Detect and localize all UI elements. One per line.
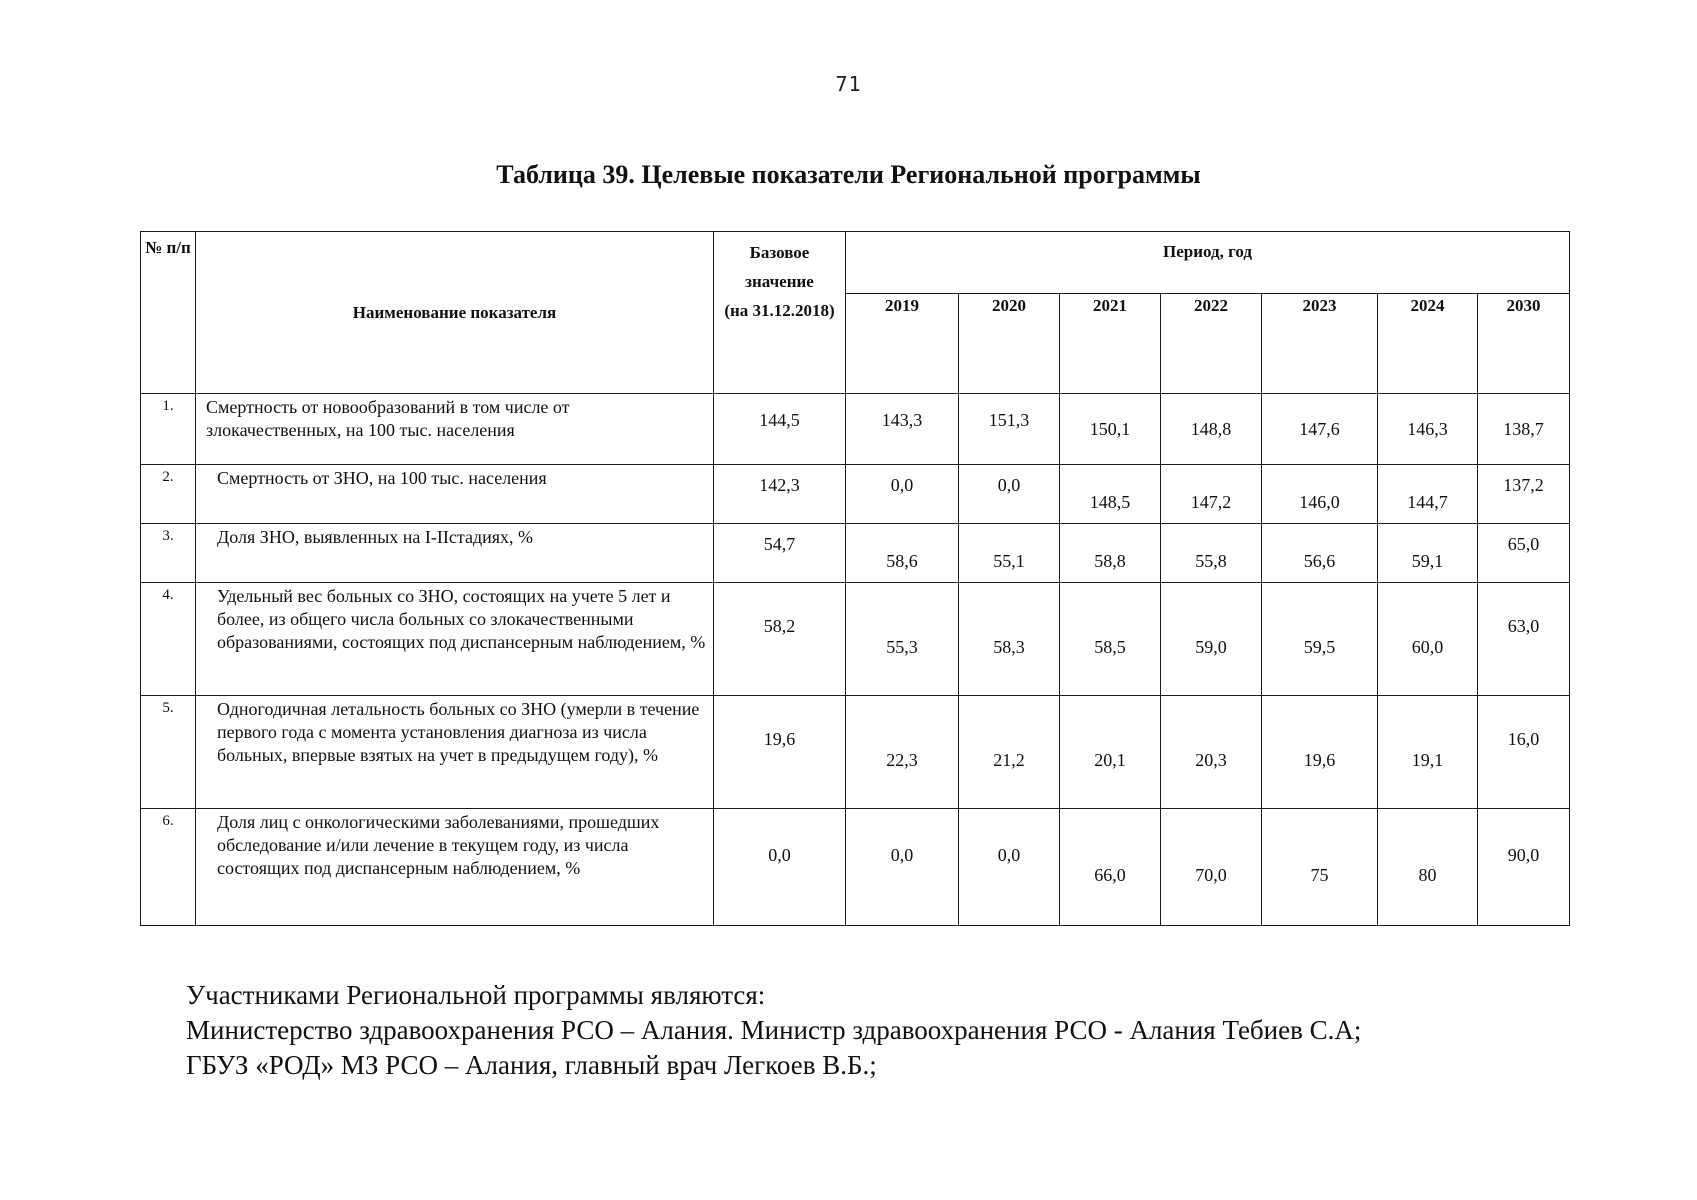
table-row	[141, 465, 1570, 524]
year-value: 146,3	[1378, 394, 1478, 465]
year-value: 55,1	[959, 524, 1060, 583]
year-value: 137,2	[1478, 465, 1570, 524]
row-num: 5.	[141, 696, 196, 809]
table-row	[141, 524, 1570, 583]
base-value: 144,5	[714, 394, 846, 465]
header-base-label: Базовое значение	[745, 243, 814, 291]
base-value: 19,6	[714, 696, 846, 809]
table-row	[141, 394, 1570, 465]
year-value: 148,5	[1060, 465, 1161, 524]
header-period: Период, год	[846, 232, 1570, 294]
row-num: 6.	[141, 809, 196, 926]
year-value: 144,7	[1378, 465, 1478, 524]
year-value: 58,8	[1060, 524, 1161, 583]
year-value: 80	[1378, 809, 1478, 926]
year-value: 19,6	[1262, 696, 1378, 809]
year-value: 19,1	[1378, 696, 1478, 809]
header-name: Наименование показателя	[196, 232, 714, 394]
year-value: 56,6	[1262, 524, 1378, 583]
indicator-name: Смертность от новообразований в том числе от злокачественных, на 100 тыс. населения	[196, 394, 714, 465]
year-value: 58,6	[846, 524, 959, 583]
year-value: 20,3	[1161, 696, 1262, 809]
indicator-name: Доля лиц с онкологическими заболеваниями, прошедших обследование и/или лечение в текущем году, из числа состоящих под диспансерным наблюдением, %	[196, 809, 714, 926]
year-value: 59,1	[1378, 524, 1478, 583]
year-value: 75	[1262, 809, 1378, 926]
header-base	[714, 232, 846, 394]
header-year: 2019	[846, 294, 959, 394]
year-value: 59,0	[1161, 583, 1262, 696]
header-year: 2021	[1060, 294, 1161, 394]
year-value: 138,7	[1478, 394, 1570, 465]
page-number: 71	[835, 72, 862, 96]
year-value: 0,0	[846, 809, 959, 926]
year-value: 150,1	[1060, 394, 1161, 465]
row-num: 3.	[141, 524, 196, 583]
table-row	[141, 696, 1570, 809]
base-value: 54,7	[714, 524, 846, 583]
year-value: 21,2	[959, 696, 1060, 809]
base-value: 142,3	[714, 465, 846, 524]
year-value: 146,0	[1262, 465, 1378, 524]
header-base-date: (на 31.12.2018)	[724, 301, 835, 320]
base-value: 0,0	[714, 809, 846, 926]
year-value: 151,3	[959, 394, 1060, 465]
year-value: 0,0	[959, 809, 1060, 926]
participant-clinic: ГБУЗ «РОД» МЗ РСО – Алания, главный врач Легкоев В.Б.;	[186, 1050, 877, 1080]
base-value: 58,2	[714, 583, 846, 696]
year-value: 147,6	[1262, 394, 1378, 465]
targets-table	[140, 231, 1570, 926]
participant-ministry: Министерство здравоохранения РСО – Алания. Министр здравоохранения РСО - Алания Тебиев С.А;	[186, 1015, 1362, 1045]
year-value: 66,0	[1060, 809, 1161, 926]
participants-section	[186, 978, 1586, 1083]
year-value: 70,0	[1161, 809, 1262, 926]
header-num: № п/п	[141, 232, 196, 394]
table-row	[141, 809, 1570, 926]
year-value: 20,1	[1060, 696, 1161, 809]
year-value: 65,0	[1478, 524, 1570, 583]
year-value: 0,0	[846, 465, 959, 524]
year-value: 0,0	[959, 465, 1060, 524]
year-value: 63,0	[1478, 583, 1570, 696]
header-year: 2024	[1378, 294, 1478, 394]
year-value: 58,5	[1060, 583, 1161, 696]
indicator-name: Удельный вес больных со ЗНО, состоящих на учете 5 лет и более, из общего числа больных со злокачественными образованиями, состоящих под диспансерным наблюдением, %	[196, 583, 714, 696]
indicator-name: Смертность от ЗНО, на 100 тыс. населения	[196, 465, 714, 524]
header-year: 2022	[1161, 294, 1262, 394]
year-value: 147,2	[1161, 465, 1262, 524]
header-year: 2020	[959, 294, 1060, 394]
header-year: 2023	[1262, 294, 1378, 394]
year-value: 16,0	[1478, 696, 1570, 809]
year-value: 58,3	[959, 583, 1060, 696]
header-year: 2030	[1478, 294, 1570, 394]
participants-heading: Участниками Региональной программы являются:	[186, 980, 766, 1010]
year-value: 55,8	[1161, 524, 1262, 583]
year-value: 143,3	[846, 394, 959, 465]
indicator-name: Доля ЗНО, выявленных на I-IIстадиях, %	[196, 524, 714, 583]
year-value: 148,8	[1161, 394, 1262, 465]
row-num: 4.	[141, 583, 196, 696]
year-value: 55,3	[846, 583, 959, 696]
row-num: 2.	[141, 465, 196, 524]
year-value: 60,0	[1378, 583, 1478, 696]
year-value: 59,5	[1262, 583, 1378, 696]
table-title: Таблица 39. Целевые показатели Региональной программы	[496, 160, 1201, 189]
table-row	[141, 583, 1570, 696]
year-value: 22,3	[846, 696, 959, 809]
indicator-name: Одногодичная летальность больных со ЗНО (умерли в течение первого года с момента установления диагноза из числа больных, впервые взятых на учет в предыдущем году), %	[196, 696, 714, 809]
year-value: 90,0	[1478, 809, 1570, 926]
row-num: 1.	[141, 394, 196, 465]
